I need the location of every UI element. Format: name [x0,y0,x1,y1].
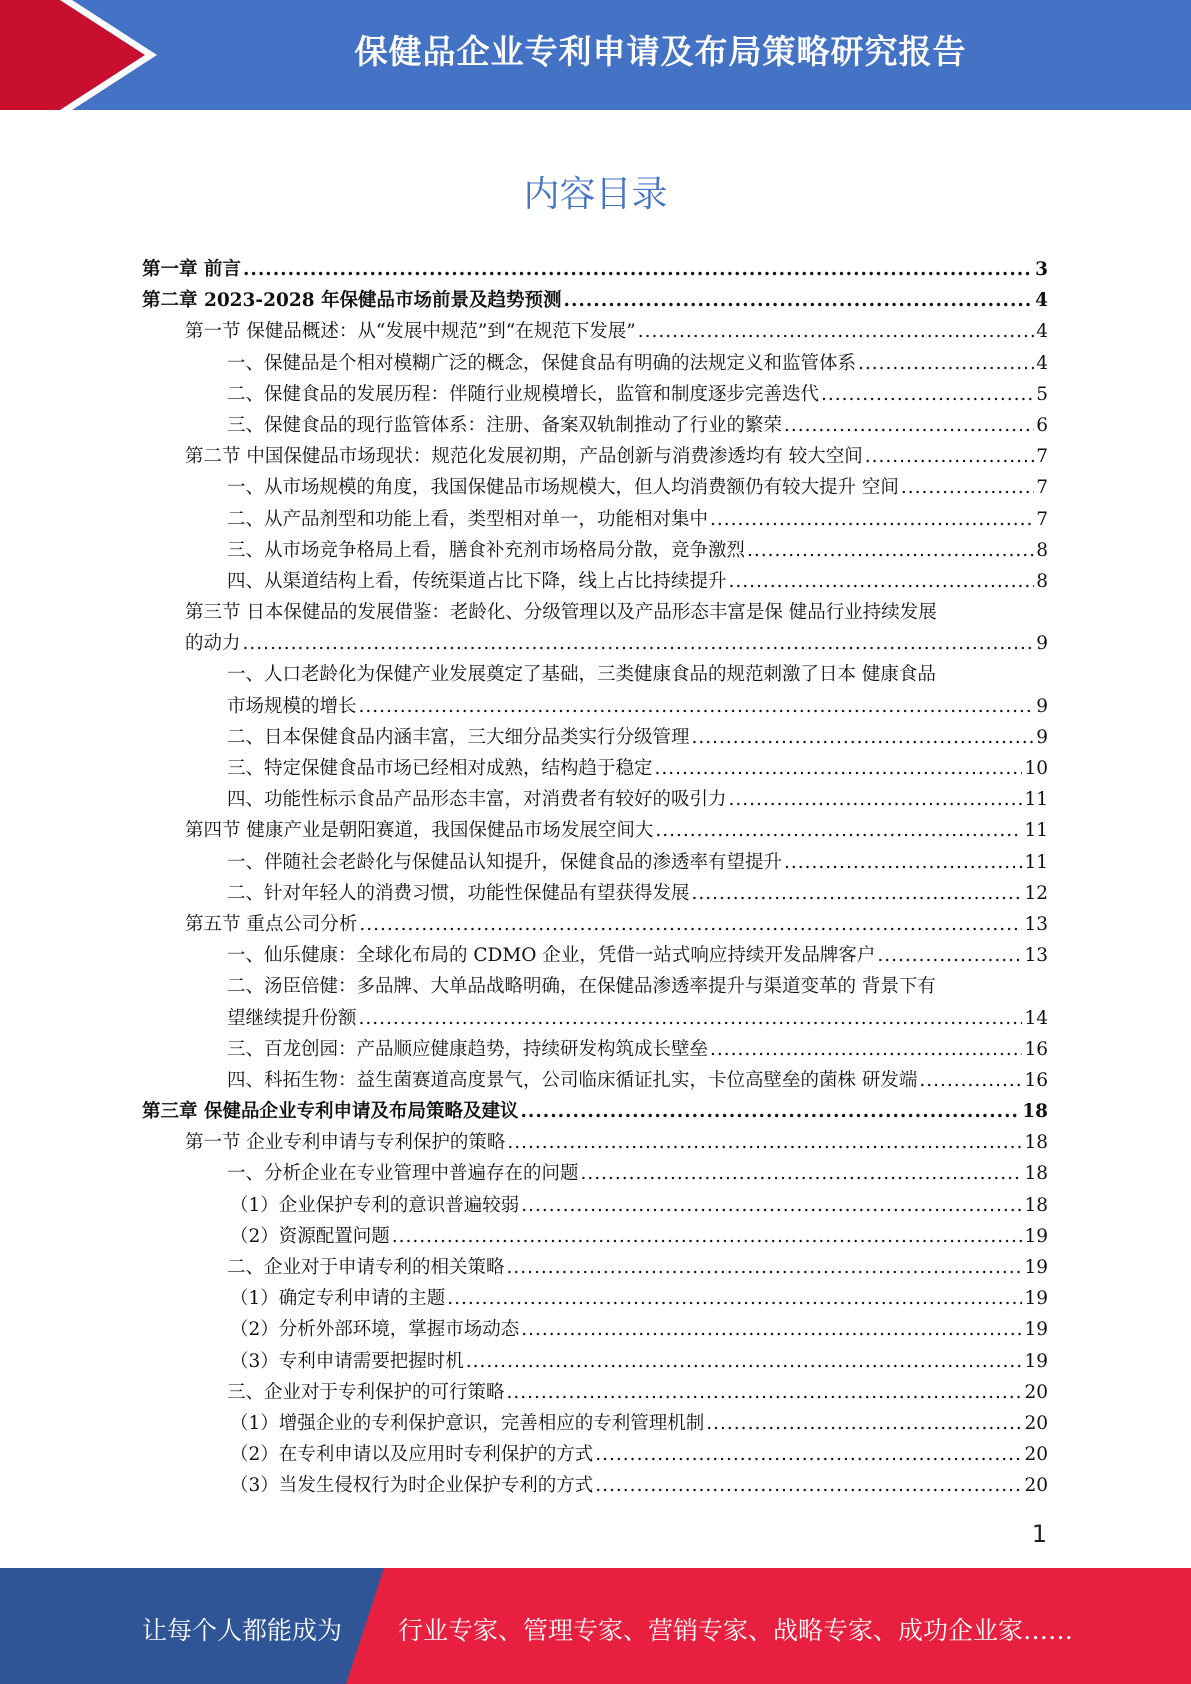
toc-leader-dots [520,1101,1020,1122]
toc-entry-label: 第五节 重点公司分析 [185,913,358,935]
toc-entry-first-line [142,660,1048,691]
toc-page-number: 11 [1024,851,1048,873]
toc-page-number: 18 [1024,1132,1048,1154]
toc-entry-label: 的动力 [185,633,241,655]
toc-entry[interactable] [142,1222,1048,1253]
toc-entry-label: （3）专利申请需要把握时机 [230,1350,464,1372]
toc-leader-dots [638,321,1035,342]
toc-entry[interactable] [142,785,1048,816]
toc-page-number: 16 [1024,1038,1048,1060]
toc-entry[interactable] [142,1097,1048,1128]
toc-leader-dots [784,852,1022,873]
toc-leader-dots [877,945,1022,966]
toc-leader-dots [692,727,1035,748]
toc-entry[interactable] [142,442,1048,473]
toc-entry-first-line [142,972,1048,1003]
toc-page-number: 7 [1036,446,1048,468]
toc-entry-first-line [142,598,1048,629]
toc-leader-dots [901,477,1034,498]
toc-leader-dots [710,509,1034,530]
toc-page-number: 18 [1022,1101,1048,1123]
toc-entry-label: （2）在专利申请以及应用时专利保护的方式 [230,1444,594,1466]
toc-entry-label: 一、仙乐健康：全球化布局的 CDMO 企业，凭借一站式响应持续开发品牌客户 [227,945,876,967]
toc-entry-label: 二、保健食品的发展历程：伴随行业规模增长，监管和制度逐步完善迭代 [227,383,820,405]
toc-entry[interactable] [142,1378,1048,1409]
footer-slogan-left: 让每个人都能成为 [142,1616,343,1645]
toc-entry[interactable] [142,1471,1048,1502]
toc-entry[interactable] [142,380,1048,411]
toc-entry[interactable] [142,505,1048,536]
toc-leader-dots [564,290,1034,311]
toc-entry-label: （1）确定专利申请的主题 [230,1288,446,1310]
toc-entry-label: 二、从产品剂型和功能上看，类型相对单一，功能相对集中 [227,508,709,530]
toc-entry-label: 三、百龙创园：产品顺应健康趋势，持续研发构筑成长壁垒 [227,1038,709,1060]
toc-entry[interactable] [142,1315,1048,1346]
toc-leader-dots [595,1475,1022,1496]
toc-leader-dots [784,415,1034,436]
toc-entry[interactable] [142,1440,1048,1471]
toc-leader-dots [595,1444,1022,1465]
toc-leader-dots [392,1226,1023,1247]
toc-entry[interactable] [142,629,1048,660]
toc-page-number: 4 [1035,290,1048,312]
toc-entry[interactable] [142,848,1048,879]
toc-leader-dots [466,1351,1023,1372]
toc-leader-dots [581,1163,1023,1184]
toc-entry-label: 二、企业对于申请专利的相关策略 [227,1257,505,1278]
toc-page-number: 7 [1036,477,1048,499]
toc-leader-dots [521,1319,1022,1340]
toc-page-number: 9 [1036,633,1048,655]
toc-leader-dots [243,259,1033,280]
toc-page-number: 6 [1036,414,1048,436]
toc-page-number: 20 [1024,1444,1048,1466]
toc-leader-dots [729,789,1023,810]
toc-entry[interactable] [142,754,1048,785]
toc-entry[interactable] [142,879,1048,910]
toc-entry-label: 第三节 日本保健品的发展借鉴：老龄化、分级管理以及产品形态丰富是保 健品行业持续发展 [185,602,937,624]
toc-entry-label: 一、保健品是个相对模糊广泛的概念，保健食品有明确的法规定义和监管体系 [227,352,857,374]
toc-page-number: 16 [1024,1069,1048,1091]
toc-leader-dots [729,571,1035,592]
toc-entry-label: （1）增强企业的专利保护意识，完善相应的专利管理机制 [230,1412,705,1434]
toc-leader-dots [692,883,1023,904]
toc-leader-dots [655,758,1023,779]
toc-entry-label: 三、企业对于专利保护的可行策略 [227,1381,505,1403]
toc-leader-dots [706,1413,1022,1434]
toc-entry[interactable] [142,910,1048,941]
toc-entry[interactable] [142,723,1048,754]
toc-entry[interactable] [142,536,1048,567]
toc-page-number: 13 [1024,945,1048,967]
page-footer [0,1568,1191,1684]
toc-page-number: 19 [1024,1225,1048,1247]
toc-entry-label: 二、汤臣倍健：多品牌、大单品战略明确，在保健品渗透率提升与渠道变革的 背景下有 [227,976,936,998]
header-title: 保健品企业专利申请及布局策略研究报告 [354,32,967,71]
footer-slogan-right: 行业专家、管理专家、营销专家、战略专家、成功企业家…… [398,1616,1074,1645]
toc-page-number: 9 [1036,726,1048,748]
toc-entry[interactable] [142,567,1048,598]
toc-title: 内容目录 [523,174,668,215]
toc-leader-dots [710,1039,1022,1060]
toc-entry-label: 四、功能性标示食品产品形态丰富，对消费者有较好的吸引力 [227,789,727,811]
toc-entry-label: 第四节 健康产业是朝阳赛道，我国保健品市场发展空间大 [185,820,654,842]
toc-entry[interactable] [142,816,1048,847]
toc-entry-label: 一、分析企业在专业管理中普遍存在的问题 [227,1163,579,1185]
toc-entry-label: 第一节 保健品概述：从“发展中规范”到“在规范下发展” [185,321,636,343]
toc-page-number: 20 [1024,1475,1048,1497]
toc-page-number: 8 [1036,570,1048,592]
toc-entry-label: （1）企业保护专利的意识普遍较弱 [230,1194,520,1216]
toc-entry[interactable] [142,1409,1048,1440]
toc-page-number: 11 [1024,820,1048,842]
toc-entry[interactable] [142,941,1048,972]
toc-page-number: 20 [1024,1381,1048,1403]
toc-leader-dots [359,1008,1023,1029]
toc-leader-dots [507,1132,1022,1153]
toc-leader-dots [521,1195,1022,1216]
toc-leader-dots [243,633,1035,654]
toc-entry[interactable] [142,1066,1048,1097]
page-header [0,0,1191,110]
toc-leader-dots [747,540,1034,561]
toc-entry-label: 望继续提升份额 [227,1007,357,1029]
toc-page-number: 8 [1036,539,1048,561]
toc-entry-label: 四、科拓生物：益生菌赛道高度景气，公司临床循证扎实，卡位高壁垒的菌株 研发端 [227,1069,918,1091]
toc-page-number: 13 [1024,913,1048,935]
toc-entry-label: 第三章 保健品企业专利申请及布局策略及建议 [142,1101,519,1123]
toc-page-number: 12 [1024,882,1048,904]
toc-page-number: 9 [1036,695,1048,717]
toc-entry-label: 第一章 前言 [142,259,241,280]
toc-page-number: 19 [1024,1350,1048,1372]
toc-page-number: 14 [1024,1007,1048,1029]
toc-leader-dots [655,820,1022,841]
toc-entry[interactable] [142,317,1048,348]
toc-entry-label: 一、人口老龄化为保健产业发展奠定了基础，三类健康食品的规范刺激了日本 健康食品 [227,664,936,686]
toc-leader-dots [865,446,1034,467]
toc-entry[interactable] [142,286,1048,317]
page-number: 1 [1031,1520,1047,1548]
toc-leader-dots [507,1257,1023,1278]
toc-entry-label: 第二章 2023-2028 年保健品市场前景及趋势预测 [142,290,562,312]
toc-entry-label: 市场规模的增长 [227,695,357,717]
toc-entry-label: 三、保健食品的现行监管体系：注册、备案双轨制推动了行业的繁荣 [227,414,783,436]
toc-leader-dots [507,1382,1023,1403]
toc-entry-label: （2）分析外部环境，掌握市场动态 [230,1319,520,1341]
toc-page-number: 4 [1036,352,1048,374]
toc-entry-label: （2）资源配置问题 [230,1225,390,1247]
toc-page-number: 5 [1036,383,1048,405]
toc-entry-label: 四、从渠道结构上看，传统渠道占比下降，线上占比持续提升 [227,570,727,592]
toc-entry[interactable] [142,1035,1048,1066]
toc-page-number: 19 [1024,1288,1048,1310]
toc-entry-label: （3）当发生侵权行为时企业保护专利的方式 [230,1475,594,1497]
toc-entry-label: 三、从市场竞争格局上看，膳食补充剂市场格局分散，竞争激烈 [227,539,746,561]
toc-entry[interactable] [142,692,1048,723]
toc-entry[interactable] [142,411,1048,442]
toc-entry[interactable] [142,473,1048,504]
toc-page-number: 7 [1036,508,1048,530]
toc-page-number: 18 [1024,1163,1048,1185]
toc-entry-label: 二、针对年轻人的消费习惯，功能性保健品有望获得发展 [227,882,690,904]
toc-page-number: 10 [1024,758,1048,779]
toc-entry-label: 二、日本保健食品内涵丰富，三大细分品类实行分级管理 [227,726,690,748]
toc-entry[interactable] [142,1004,1048,1035]
toc-leader-dots [821,384,1034,405]
toc-leader-dots [359,914,1022,935]
toc-entry-label: 第二节 中国保健品市场现状：规范化发展初期，产品创新与消费渗透均有 较大空间 [185,446,863,468]
toc-entry[interactable] [142,1159,1048,1190]
toc-entry-label: 第一节 企业专利申请与专利保护的策略 [185,1132,506,1154]
toc-entry[interactable] [142,349,1048,380]
table-of-contents [142,255,1048,1503]
toc-leader-dots [359,696,1035,717]
toc-page-number: 19 [1024,1257,1048,1278]
toc-leader-dots [447,1288,1022,1309]
toc-entry[interactable] [142,1284,1048,1315]
toc-page-number: 3 [1035,259,1048,280]
toc-entry[interactable] [142,255,1048,286]
toc-entry[interactable] [142,1253,1048,1284]
toc-entry-label: 一、伴随社会老龄化与保健品认知提升，保健食品的渗透率有望提升 [227,851,783,873]
toc-leader-dots [858,353,1034,374]
toc-entry[interactable] [142,1347,1048,1378]
toc-entry[interactable] [142,1191,1048,1222]
toc-page-number: 11 [1024,789,1048,811]
toc-entry[interactable] [142,1128,1048,1159]
toc-entry-label: 三、特定保健食品市场已经相对成熟，结构趋于稳定 [227,758,653,779]
toc-entry-label: 一、从市场规模的角度，我国保健品市场规模大，但人均消费额仍有较大提升 空间 [227,477,899,499]
toc-page-number: 4 [1036,321,1048,343]
toc-page-number: 20 [1024,1412,1048,1434]
toc-leader-dots [919,1070,1022,1091]
toc-page-number: 18 [1024,1194,1048,1216]
toc-page-number: 19 [1024,1319,1048,1341]
